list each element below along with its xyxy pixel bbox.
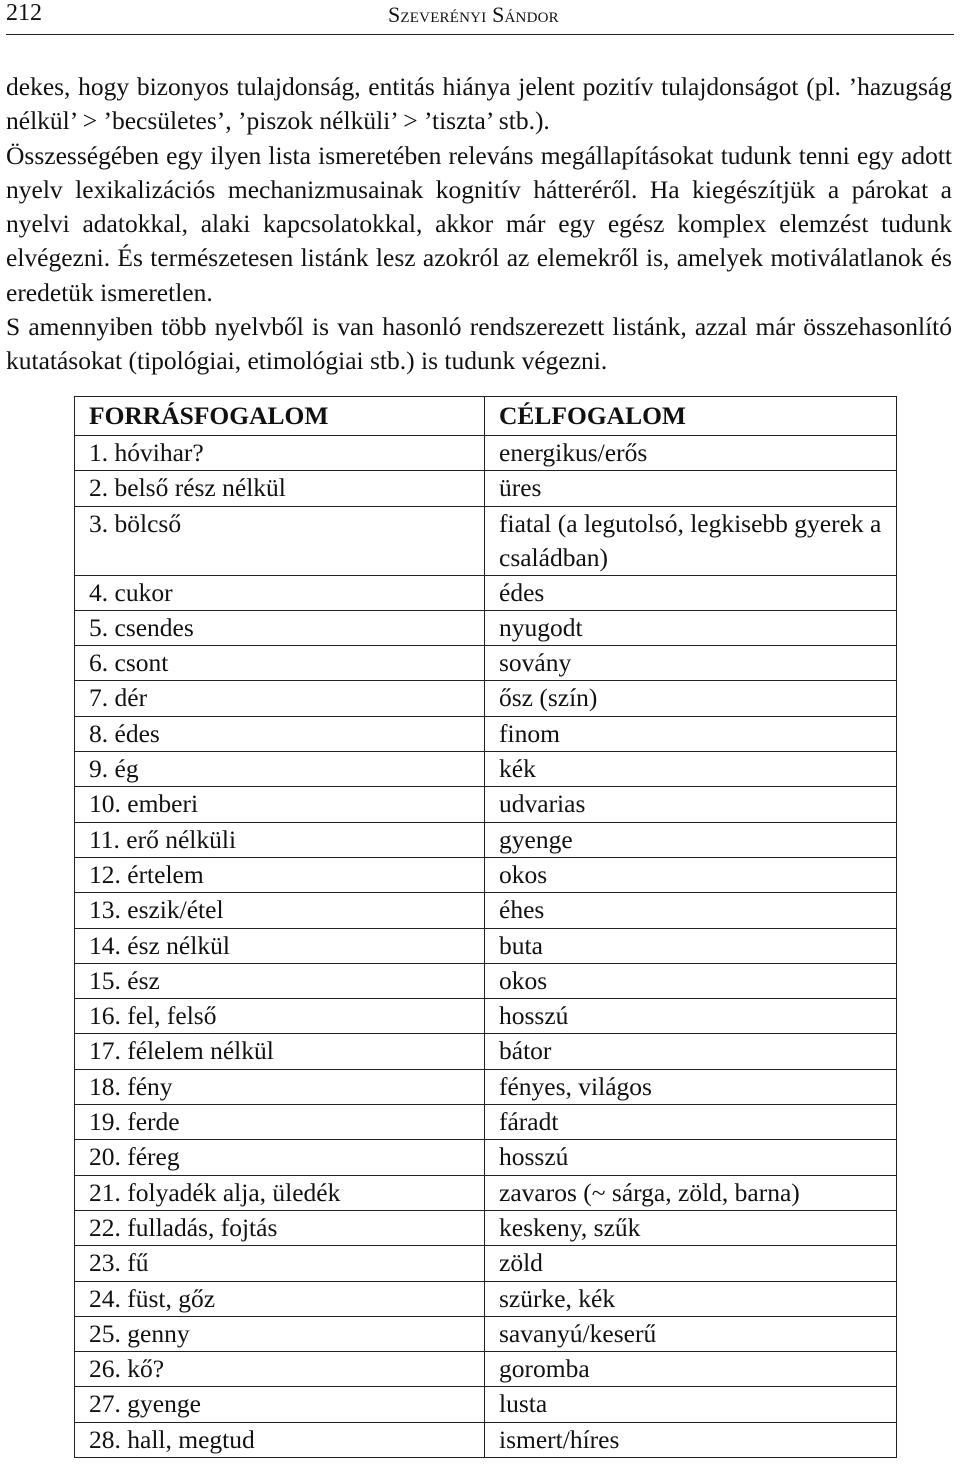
source-concept-cell: 2. belső rész nélkül xyxy=(75,471,485,506)
source-concept-cell: 17. félelem nélkül xyxy=(75,1034,485,1069)
source-concept-cell: 14. ész nélkül xyxy=(75,928,485,963)
source-concept-cell: 8. édes xyxy=(75,716,485,751)
target-concept-cell: sovány xyxy=(485,646,897,681)
target-concept-cell: energikus/erős xyxy=(485,436,897,471)
source-concept-cell: 5. csendes xyxy=(75,610,485,645)
source-concept-cell: 22. fulladás, fojtás xyxy=(75,1210,485,1245)
target-concept-cell: finom xyxy=(485,716,897,751)
header-target-concept: CÉLFOGALOM xyxy=(485,397,897,436)
target-concept-cell: keskeny, szűk xyxy=(485,1210,897,1245)
table-row xyxy=(75,1105,897,1140)
source-concept-cell: 6. csont xyxy=(75,646,485,681)
table-body xyxy=(75,436,897,1458)
table-row xyxy=(75,471,897,506)
running-title: Szeverényi Sándor xyxy=(388,2,559,27)
table-row xyxy=(75,1246,897,1281)
source-concept-cell: 4. cukor xyxy=(75,575,485,610)
source-concept-cell: 7. dér xyxy=(75,681,485,716)
table-row xyxy=(75,1140,897,1175)
table-row xyxy=(75,681,897,716)
table-header-row xyxy=(75,397,897,436)
target-concept-cell: fényes, világos xyxy=(485,1069,897,1104)
header-source-concept: FORRÁSFOGALOM xyxy=(75,397,485,436)
source-concept-cell: 11. erő nélküli xyxy=(75,822,485,857)
source-concept-cell: 28. hall, megtud xyxy=(75,1422,485,1457)
source-concept-cell: 24. füst, gőz xyxy=(75,1281,485,1316)
source-concept-cell: 21. folyadék alja, üledék xyxy=(75,1175,485,1210)
target-concept-cell: gyenge xyxy=(485,822,897,857)
target-concept-cell: okos xyxy=(485,857,897,892)
table-row xyxy=(75,999,897,1034)
target-concept-cell: hosszú xyxy=(485,999,897,1034)
target-concept-cell: savanyú/keserű xyxy=(485,1316,897,1351)
target-concept-cell: ősz (szín) xyxy=(485,681,897,716)
target-concept-cell: kék xyxy=(485,752,897,787)
table-row xyxy=(75,1281,897,1316)
source-concept-cell: 20. féreg xyxy=(75,1140,485,1175)
source-concept-cell: 19. ferde xyxy=(75,1105,485,1140)
table-row xyxy=(75,610,897,645)
table-row xyxy=(75,1210,897,1245)
table-row xyxy=(75,1069,897,1104)
table-row xyxy=(75,1175,897,1210)
source-concept-cell: 23. fű xyxy=(75,1246,485,1281)
target-concept-cell: udvarias xyxy=(485,787,897,822)
table-row xyxy=(75,752,897,787)
target-concept-cell: zavaros (~ sárga, zöld, barna) xyxy=(485,1175,897,1210)
table-row xyxy=(75,1352,897,1387)
target-concept-cell: bátor xyxy=(485,1034,897,1069)
source-concept-cell: 13. eszik/étel xyxy=(75,893,485,928)
target-concept-cell: goromba xyxy=(485,1352,897,1387)
target-concept-cell: zöld xyxy=(485,1246,897,1281)
target-concept-cell: lusta xyxy=(485,1387,897,1422)
target-concept-cell: nyugodt xyxy=(485,610,897,645)
page-header xyxy=(6,0,954,35)
source-concept-cell: 18. fény xyxy=(75,1069,485,1104)
table-row xyxy=(75,893,897,928)
target-concept-cell: buta xyxy=(485,928,897,963)
source-concept-cell: 12. értelem xyxy=(75,857,485,892)
source-concept-cell: 1. hóvihar? xyxy=(75,436,485,471)
target-concept-cell: hosszú xyxy=(485,1140,897,1175)
concept-table xyxy=(74,396,896,1458)
target-concept-cell: okos xyxy=(485,963,897,998)
source-concept-cell: 3. bölcső xyxy=(75,506,485,575)
target-concept-cell: édes xyxy=(485,575,897,610)
target-concept-cell: fiatal (a legutolsó, legkisebb gyerek a családban) xyxy=(485,506,897,575)
body-text xyxy=(6,70,952,379)
paragraph: S amennyiben több nyelvből is van hasonló rendszerezett listánk, azzal már összehasonlító kutatásokat (tipológiai, etimológiai stb.) is tudunk végezni. xyxy=(6,312,952,376)
target-concept-cell: üres xyxy=(485,471,897,506)
source-concept-cell: 10. emberi xyxy=(75,787,485,822)
source-concept-cell: 25. genny xyxy=(75,1316,485,1351)
page-number: 212 xyxy=(6,0,42,26)
table-row xyxy=(75,787,897,822)
source-concept-cell: 9. ég xyxy=(75,752,485,787)
table-row xyxy=(75,1316,897,1351)
table-row xyxy=(75,575,897,610)
table-row xyxy=(75,857,897,892)
table-row xyxy=(75,963,897,998)
table-row xyxy=(75,928,897,963)
source-concept-cell: 27. gyenge xyxy=(75,1387,485,1422)
table-row xyxy=(75,822,897,857)
table-row xyxy=(75,646,897,681)
target-concept-cell: fáradt xyxy=(485,1105,897,1140)
target-concept-cell: ismert/híres xyxy=(485,1422,897,1457)
table-row xyxy=(75,506,897,575)
table-row xyxy=(75,716,897,751)
table-row xyxy=(75,1387,897,1422)
table-row xyxy=(75,436,897,471)
table-row xyxy=(75,1034,897,1069)
table-row xyxy=(75,1422,897,1457)
source-concept-cell: 15. ész xyxy=(75,963,485,998)
source-concept-cell: 16. fel, felső xyxy=(75,999,485,1034)
target-concept-cell: szürke, kék xyxy=(485,1281,897,1316)
paragraph: dekes, hogy bizonyos tulajdonság, entitás hiánya jelent pozitív tulajdonságot (pl. ’hazugság nélkül’ > ’becsületes’, ’piszok nélküli’ > ’tiszta’ stb.). xyxy=(6,72,952,136)
concept-table-grid xyxy=(74,396,897,1458)
paragraph: Összességében egy ilyen lista ismeretében releváns megállapításokat tudunk tenni egy adott nyelv lexikalizációs mechanizmusainak kognitív hátteréről. Ha kiegészítjük a párokat a nyelvi adatokkal, alaki kapcsolatokkal, akkor már egy egész komplex elemzést tudunk elvégezni. És természetesen listánk lesz azokról az elemekről is, amelyek motiválatlanok és eredetük ismeretlen. xyxy=(6,140,952,307)
target-concept-cell: éhes xyxy=(485,893,897,928)
source-concept-cell: 26. kő? xyxy=(75,1352,485,1387)
